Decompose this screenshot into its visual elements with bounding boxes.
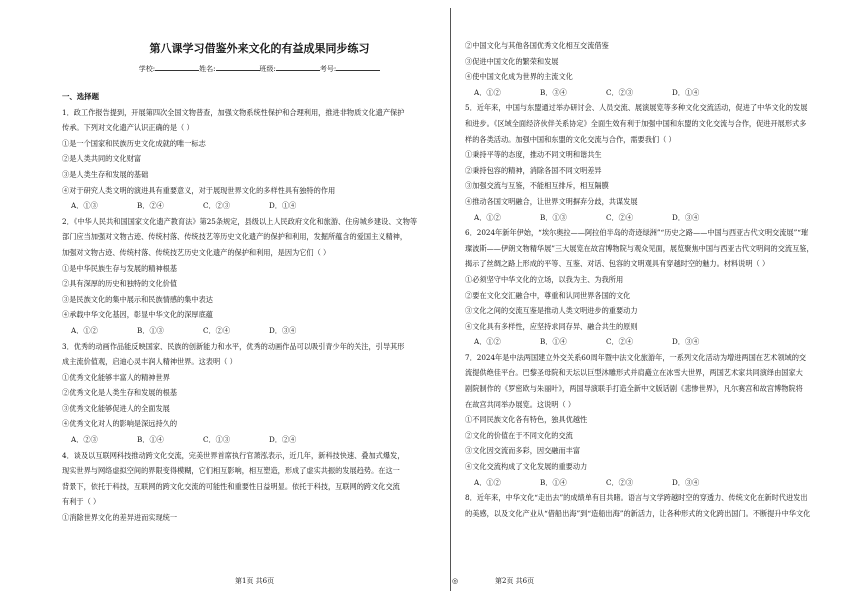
answer-options (62, 323, 457, 339)
answer-options (465, 475, 860, 491)
question-line: ②具有深厚的历史和独特的文化价值 (62, 279, 178, 289)
answer-option[interactable]: A．①② (474, 212, 501, 222)
right-questions (465, 38, 860, 521)
answer-options (465, 210, 860, 226)
answer-option[interactable]: B．①③ (540, 212, 567, 222)
answer-option[interactable]: B．②④ (137, 201, 164, 211)
answer-option[interactable]: C．②③ (606, 87, 634, 97)
answer-options (62, 432, 457, 448)
question-line: 加强对文物古迹、传统村落、传统技艺历史文化遗产的保护和利用，是因为它们（ ） (62, 247, 331, 257)
question-line: 4．谈及以互联网科技推动跨文化交流，完美世界首席执行官萧泓表示，近几年，新科技快速、叠加式爆发， (62, 450, 405, 460)
question-line: 和进步。《区域全面经济伙伴关系协定》全面生效有利于加强中国和东盟的文化交流与合作，促进开展形式多 (465, 118, 807, 128)
student-info-line (62, 62, 457, 75)
page-number-2: 第2页 共6页 (495, 577, 535, 585)
answer-option[interactable]: D．③④ (672, 337, 700, 347)
question-line: 2．《中华人民共和国国家文化遗产教育法》第25条规定，县级以上人民政府文化和旅游、住房城乡建设、文物等 (62, 216, 418, 226)
question-line: ③加强交流与互鉴，不能相互排斥，相互隔膜 (465, 181, 609, 191)
answer-option[interactable]: A．①③ (71, 201, 98, 211)
exam-no-label: 考号: (319, 65, 337, 73)
question-line: 1．政工作报告提到，开展第四次全国文物普查，加强文物系统性保护和合理利用，推进非物质文化遗产保护 (62, 107, 405, 117)
question-line: ③文化因交流而多彩，因交融而丰富 (465, 446, 581, 456)
question-line: ②文化的价值在于不同文化的交流 (465, 430, 573, 440)
question-line: 样的各类活动。加强中国和东盟的文化交流与合作，需要我们（ ） (465, 134, 676, 144)
question-line: ②优秀文化是人类生存和发展的根基 (62, 388, 178, 398)
question-line: ②秉持包容的精神，消除各国不同文明差异 (465, 165, 602, 175)
center-mark-icon: ◎ (452, 577, 459, 585)
question-line: 6．2024年新年伊始，“埃尔奥拉——阿拉伯半岛的奇迹绿洲”“历史之路——中国与西亚古代文明交流展”“璀 (465, 228, 809, 238)
question-line: ①优秀文化能够丰富人的精神世界 (62, 372, 170, 382)
answer-option[interactable]: A．①② (474, 87, 501, 97)
section-heading: 一、选择题 (62, 92, 99, 101)
answer-option[interactable]: C．①③ (203, 435, 231, 445)
question-line: 有利于（ ） (62, 497, 101, 507)
answer-option[interactable]: B．①③ (137, 325, 164, 335)
answer-option[interactable]: C．②④ (606, 212, 634, 222)
answer-option[interactable]: B．①④ (540, 477, 567, 487)
question-line: ④文化具有多样性，应坚持求同存异、融合共生的原则 (465, 321, 638, 331)
right-column (465, 0, 860, 521)
school-field[interactable] (155, 62, 199, 71)
answer-option[interactable]: B．①④ (540, 337, 567, 347)
page-number-1: 第1页 共6页 (235, 577, 275, 585)
answer-option[interactable]: B．③④ (540, 87, 567, 97)
answer-option[interactable]: D．③④ (269, 325, 297, 335)
answer-option[interactable]: B．①④ (137, 435, 164, 445)
question-line: 在故宫共同举办展览。这说明（ ） (465, 399, 576, 409)
question-line: ③是人类生存和发展的基础 (62, 169, 149, 179)
question-line: ②是人类共同的文化财富 (62, 154, 142, 164)
question-line: ③是民族文化的集中展示和民族情感的集中表达 (62, 294, 213, 304)
question-line: ②要在文化交汇融合中，尊重和认同世界各国的文化 (465, 290, 631, 300)
answer-option[interactable]: D．②④ (269, 435, 297, 445)
question-line: 5．近年来，中国与东盟通过举办研讨会、人员交流、展演展览等多种文化交流活动，促进了中华文化的发展 (465, 103, 808, 113)
exam-no-field[interactable] (336, 62, 380, 71)
question-line: 7．2024年是中法两国建立外交关系60周年暨中法文化旅游年，一系列文化活动为增进两国在艺术领域的交 (465, 352, 807, 362)
question-line: 揭示了丝绸之路上形成的平等、互鉴、对话、包容的文明观具有穿越时空的魅力。材料说明（ ） (465, 259, 770, 269)
column-divider (450, 8, 451, 591)
answer-option[interactable]: D．③④ (672, 477, 700, 487)
question-line: 璨波斯——伊朗文物精华展”三大展览在故宫博物院与观众见面，展览聚焦中国与西亚古代文明间的交流互鉴， (465, 243, 814, 253)
answer-option[interactable]: D．①④ (269, 201, 297, 211)
answer-option[interactable]: D．①④ (672, 87, 700, 97)
question-line: ④文化交流构成了文化发展的重要动力 (465, 462, 588, 472)
question-line: ③优秀文化能够促进人的全面发展 (62, 403, 170, 413)
class-label: 班级: (259, 65, 276, 73)
question-line: ④推动各国文明融合，让世界文明摒弃分歧，共谋发展 (465, 196, 638, 206)
answer-options (465, 85, 860, 101)
question-line: ④对于研究人类文明的演进具有重要意义，对于展现世界文化的多样性具有独特的作用 (62, 185, 336, 195)
question-line: 的美感，以及文化产业从“借船出海”到“造船出海”的新活力，让各种形式的文化跨出国门。不断提升中华文化 (465, 508, 811, 518)
school-label: 学校: (138, 65, 156, 73)
left-column (62, 0, 457, 526)
question-line: 流提供绝佳平台。巴黎圣母院和天坛以巨型沐雕形式并肩矗立在冰雪大世界，两国艺术家共同演绎由国家大 (465, 368, 803, 378)
answer-option[interactable]: A．①② (474, 477, 501, 487)
question-line: 3．优秀的动画作品能反映国家、民族的创新能力和水平，优秀的动画作品可以吸引青少年的关注，引导其形 (62, 341, 405, 351)
question-line: ①秉持平等的态度，推动不同文明和谐共生 (465, 150, 602, 160)
question-line: ④承载中华文化基因，彰显中华文化的深厚底蕴 (62, 310, 213, 320)
question-line: ①必须坚守中华文化的立场，以我为主、为我所用 (465, 274, 624, 284)
question-line: 剧院制作的《罗密欧与朱丽叶》，两国导演联手打造全新中文版话剧《悲惨世界》，凡尔赛宫和故宫博物院将 (465, 384, 803, 394)
question-line: ③文化之间的交流互鉴是推动人类文明进步的重要动力 (465, 306, 638, 316)
question-line: 成主流价值观，启迪心灵丰润人精神世界。这表明（ ） (62, 357, 237, 367)
question-line: ③促进中国文化的繁荣和发展 (465, 56, 559, 66)
answer-option[interactable]: C．②④ (203, 325, 231, 335)
answer-option[interactable]: C．②④ (606, 337, 634, 347)
answer-option[interactable]: C．②③ (606, 477, 634, 487)
question-line: ④使中国文化成为世界的主流文化 (465, 72, 573, 82)
question-line: ①是一个国家和民族历史文化成就的唯一标志 (62, 138, 206, 148)
question-line: 部门应当加强对文物古迹、传统村落、传统技艺等历史文化遗产的保护和利用，发掘所蕴含的爱国主义精神， (62, 232, 408, 242)
page-title: 第八课学习借鉴外来文化的有益成果同步练习 (149, 42, 370, 55)
answer-option[interactable]: D．③④ (672, 212, 700, 222)
class-field[interactable] (276, 62, 320, 71)
name-field[interactable] (216, 62, 260, 71)
question-line: ①是中华民族生存与发展的精神根基 (62, 263, 178, 273)
question-line: ②中国文化与其他各国优秀文化相互交流借鉴 (465, 41, 609, 50)
question-line: ①不同民族文化各有特色，独具优越性 (465, 415, 588, 425)
question-line: ①消除世界文化的差异进而实现统一 (62, 513, 178, 523)
question-line: 8．近年来，中华文化“走出去”的成绩单有目共睹。语言与文学跨越时空的穿透力、传统文化在新时代迸发出 (465, 493, 808, 503)
answer-options (465, 334, 860, 350)
answer-option[interactable]: A．②③ (71, 435, 98, 445)
left-questions (62, 105, 457, 526)
question-line: ④优秀文化对人的影响是深远持久的 (62, 419, 178, 429)
answer-option[interactable]: A．①② (71, 325, 98, 335)
answer-option[interactable]: A．①② (474, 337, 501, 347)
answer-option[interactable]: C．②③ (203, 201, 231, 211)
question-line: 现实世界与网络虚拟空间的界限变得模糊，它们相互影响，相互塑造，形成了虚实共振的发展趋势。在这一 (62, 466, 400, 476)
question-line: 背景下，依托于科技，互联网的跨文化交流的可能性和重要性日益明显。依托于科技，互联网的跨文化交流 (62, 481, 400, 491)
answer-options (62, 198, 457, 214)
question-line: 传承。下列对文化遗产认识正确的是（ ） (62, 123, 194, 133)
name-label: 姓名: (199, 65, 216, 73)
